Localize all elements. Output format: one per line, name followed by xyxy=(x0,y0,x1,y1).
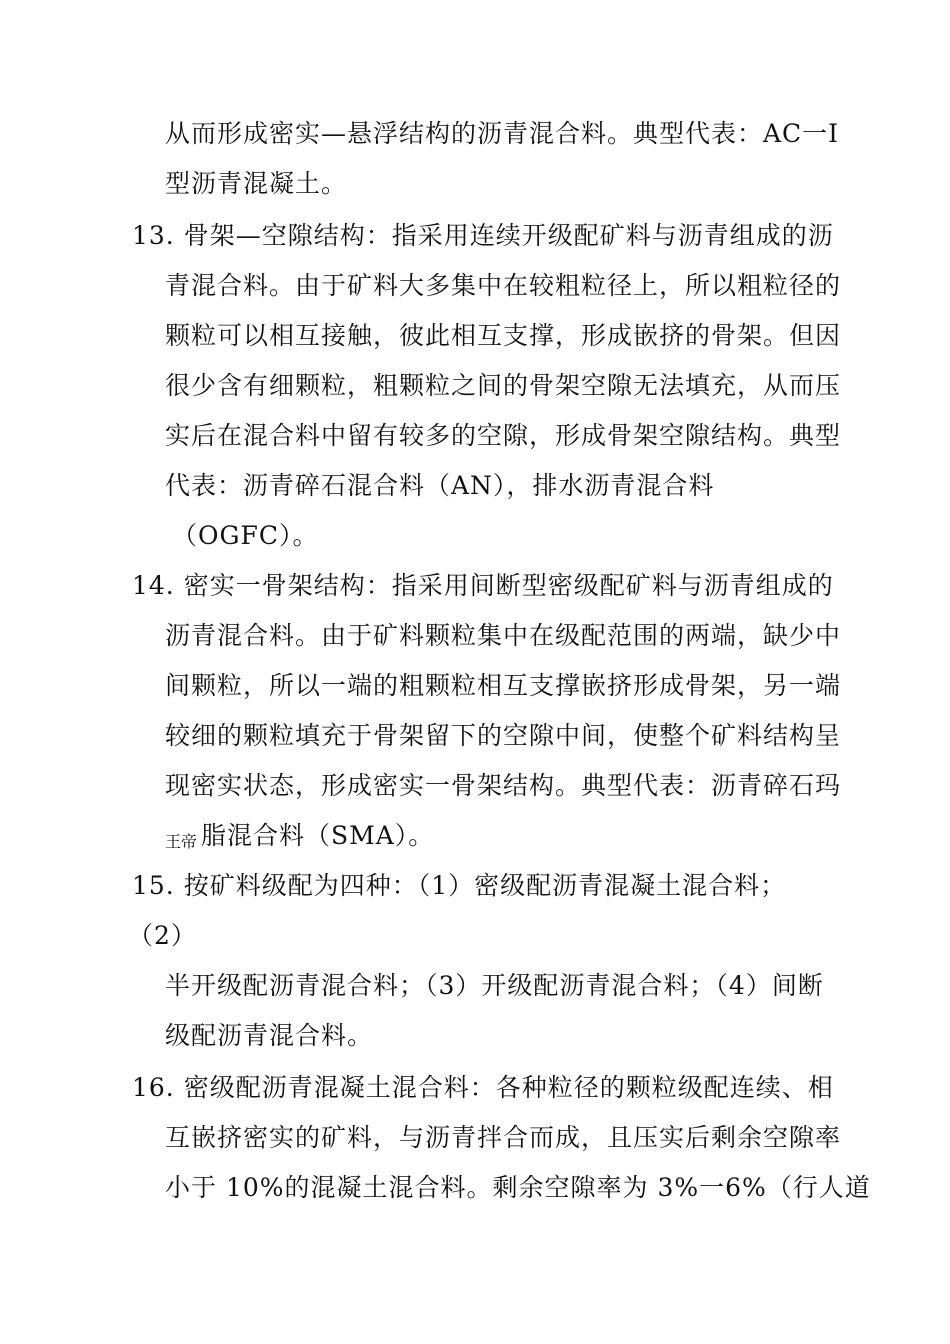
text-line: 间颗粒，所以一端的粗颗粒相互支撑嵌挤形成骨架，另一端 xyxy=(165,671,842,700)
text-line: 半开级配沥青混合料；（3）开级配沥青混合料；（4）间断 xyxy=(165,971,824,1000)
text-line: 互嵌挤密实的矿料，与沥青拌合而成，且压实后剩余空隙率 xyxy=(165,1123,842,1152)
list-item-13: 13. 骨架—空隙结构：指采用连续开级配矿料与沥青组成的沥 xyxy=(132,221,834,250)
text-line: （2） xyxy=(128,921,197,950)
text-line: 实后在混合料中留有较多的空隙，形成骨架空隙结构。典型 xyxy=(165,421,842,450)
text-line: 青混合料。由于矿料大多集中在较粗粒径上，所以粗粒径的 xyxy=(165,271,842,300)
list-item-15: 15. 按矿料级配为四种：（1）密级配沥青混凝土混合料； xyxy=(132,871,787,900)
text-line: 较细的颗粒填充于骨架留下的空隙中间，使整个矿料结构呈 xyxy=(165,721,842,750)
text-line: 沥青混合料。由于矿料颗粒集中在级配范围的两端，缺少中 xyxy=(165,621,842,650)
text-line: 脂混合料（SMA）。 xyxy=(201,821,435,850)
text-line: 从而形成密实—悬浮结构的沥青混合料。典型代表：AC一I xyxy=(165,119,840,148)
text-line: 颗粒可以相互接触，彼此相互支撑，形成嵌挤的骨架。但因 xyxy=(165,321,842,350)
text-line: 级配沥青混合料。 xyxy=(165,1021,374,1050)
text-line: （OGFC）。 xyxy=(172,521,319,550)
text-line: 代表：沥青碎石混合料（AN），排水沥青混合料 xyxy=(165,471,715,500)
list-item-14: 14. 密实一骨架结构：指采用间断型密级配矿料与沥青组成的 xyxy=(132,571,834,600)
text-line: 很少含有细颗粒，粗颗粒之间的骨架空隙无法填充，从而压 xyxy=(165,371,842,400)
list-item-16: 16. 密级配沥青混凝土混合料：各种粒径的颗粒级配连续、相 xyxy=(132,1073,834,1102)
text-line: 小于 10%的混凝土混合料。剩余空隙率为 3%一6%（行人道 xyxy=(165,1173,871,1202)
small-glyph-text: 王帝 xyxy=(165,832,198,851)
text-line: 型沥青混凝土。 xyxy=(165,169,348,198)
text-line: 现密实状态，形成密实一骨架结构。典型代表：沥青碎石玛 xyxy=(165,771,842,800)
